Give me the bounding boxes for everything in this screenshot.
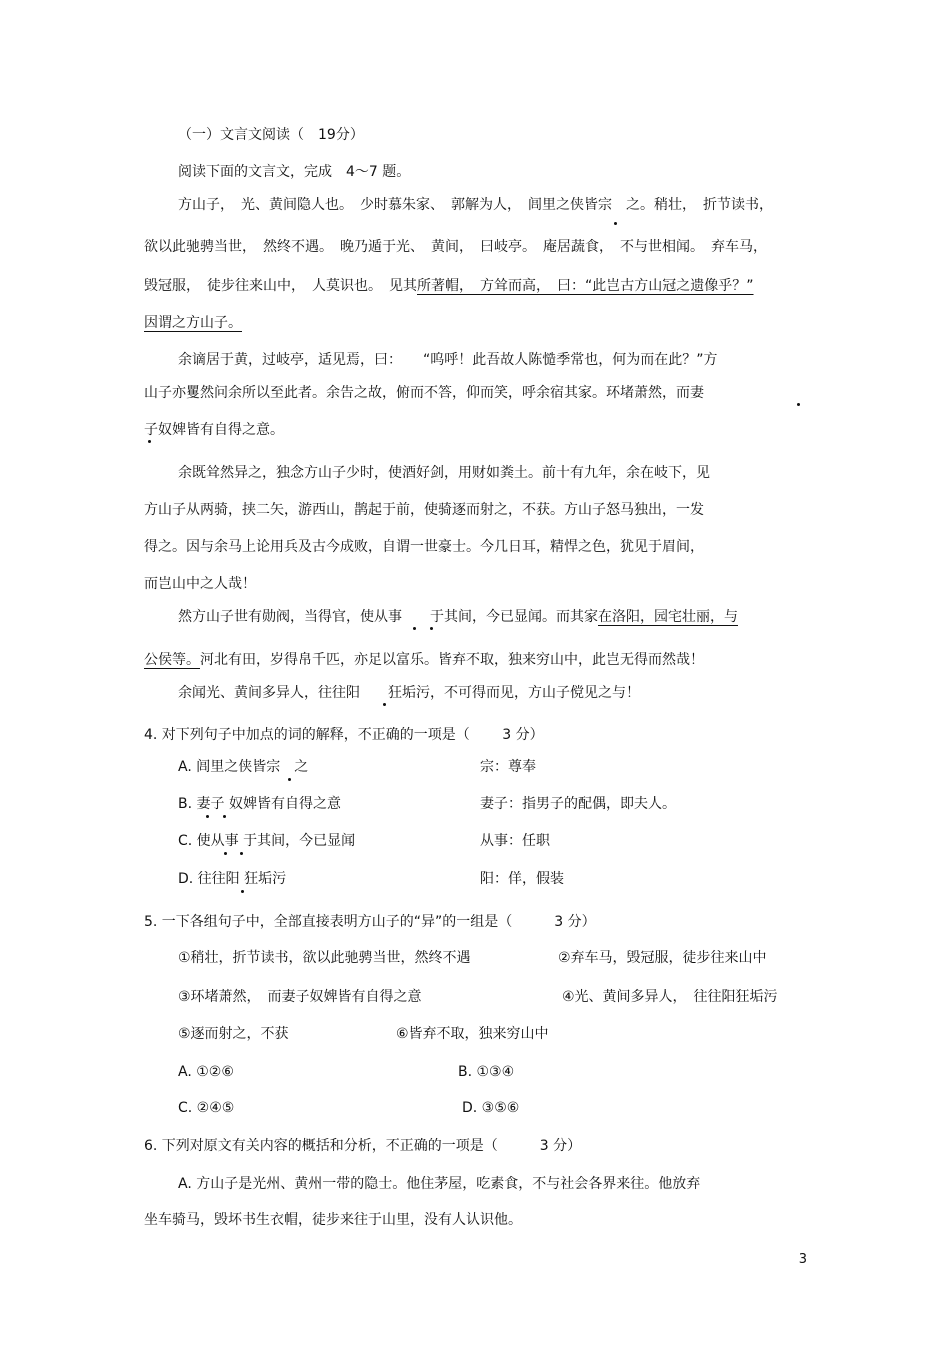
emphasis-dot [223,815,226,818]
option-text: A. 闾里之侠皆宗 之 [178,759,309,775]
option-explanation: 从事：任职 [480,833,550,849]
option-text: D. ③⑤⑥ [462,1100,520,1116]
page-number: 3 [798,1252,807,1267]
q5-option-row [178,1098,808,1118]
option-text: C. ②④⑤ [178,1100,235,1116]
q4-option-b [178,794,798,814]
passage-line: 余谪居于黄，过岐亭，适见焉，曰： “呜呼！此吾故人陈慥季常也，何为而在此？”方 [178,352,718,368]
underlined-text: 在洛阳，园宅壮丽，与 [598,609,738,625]
passage-line: 子奴婢皆有自得之意。 [144,422,284,438]
emphasis-dot [224,852,227,855]
q5-item-row [178,1024,808,1044]
emphasis-dot [148,440,151,443]
emphasis-dot [797,403,800,406]
option-explanation: 阳：佯，假装 [480,871,564,887]
item-text: ④光、黄间多异人， 往往阳狂垢污 [562,989,778,1005]
passage-line [178,607,738,627]
q4-option-a [178,757,798,777]
item-text: ①稍壮，折节读书，欲以此驰骋当世，然终不遇 [178,950,471,966]
passage-line [144,650,704,670]
option-explanation: 妻子：指男子的配偶，即夫人。 [480,796,676,812]
underlined-text: 因谓之方山子。 [144,315,242,331]
passage-text: 河北有田，岁得帛千匹，亦足以富乐。皆弃不取，独来穷山中，此岂无得而然哉！ [200,652,704,668]
underlined-text: 公侯等。 [144,652,200,668]
q4-option-d [178,869,798,889]
option-text: A. ①②⑥ [178,1064,234,1080]
question-5-stem: 5. 一下各组句子中，全部直接表明方山子的“异”的一组是（ 3 分） [144,914,596,930]
q6-option-a-line: 坐车骑马，毁坏书生衣帽，徒步来往于山里，没有人认识他。 [144,1212,522,1228]
option-text: B. 妻子 奴婢皆有自得之意 [178,796,341,812]
emphasis-dot [413,627,416,630]
option-text: D. 往往阳 狂垢污 [178,871,287,887]
emphasis-dot [288,778,291,781]
passage-line: 余既耸然异之，独念方山子少时，使酒好剑，用财如粪土。前十有九年，余在岐下，见 [178,465,710,481]
emphasis-dot [241,890,244,893]
underlined-text: 所著帽， 方耸而高， 曰：“此岂古方山冠之遗像乎？” [417,278,754,294]
emphasis-dot [430,627,433,630]
emphasis-dot [614,222,617,225]
option-explanation: 宗：尊奉 [480,759,536,775]
item-text: ⑤逐而射之，不获 [178,1026,289,1042]
option-text: B. ①③④ [458,1064,515,1080]
passage-text: 毁冠服， 徒步往来山中， 人莫识也。 见其 [144,278,417,294]
section-title: （一）文言文阅读（ 19分） [178,127,364,143]
option-text: C. 使从事 于其间，今已显闻 [178,833,356,849]
question-4-stem: 4. 对下列句子中加点的词的解释，不正确的一项是（ 3 分） [144,727,544,743]
q5-option-row [178,1062,808,1082]
passage-line: 方山子从两骑，挟二矢，游西山，鹊起于前，使骑逐而射之，不获。方山子怒马独出，一发 [144,502,704,518]
q4-option-c [178,831,798,851]
instruction: 阅读下面的文言文，完成 4～7 题。 [178,164,411,180]
passage-line: 欲以此驰骋当世， 然终不遇。 晚乃遁于光、 黄间， 曰岐亭。 庵居蔬食， 不与世相闻。 弃车马， [144,239,767,255]
passage-line [144,276,754,296]
passage-text: 然方山子世有勋阀，当得官，使从事 于其间，今已显闻。而其家 [178,609,598,625]
q5-item-row [178,948,808,968]
q6-option-a-line: A. 方山子是光州、黄州一带的隐士。他住茅屋，吃素食，不与社会各界来往。他放弃 [178,1176,701,1192]
passage-line: 余闻光、黄间多异人，往往阳 狂垢污，不可得而见，方山子傥见之与！ [178,685,640,701]
emphasis-dot [206,815,209,818]
item-text: ③环堵萧然， 而妻子奴婢皆有自得之意 [178,989,422,1005]
item-text: ⑥皆弃不取，独来穷山中 [396,1026,549,1042]
emphasis-dot [383,703,386,706]
passage-line: 山子亦矍然问余所以至此者。余告之故，俯而不答，仰而笑，呼余宿其家。环堵萧然，而妻 [144,385,704,401]
item-text: ②弃车马，毁冠服，徒步往来山中 [558,950,767,966]
q5-item-row [178,987,808,1007]
question-6-stem: 6. 下列对原文有关内容的概括和分析，不正确的一项是（ 3 分） [144,1138,582,1154]
passage-line: 方山子， 光、黄间隐人也。 少时慕朱家、 郭解为人， 闾里之侠皆宗 之。稍壮， 折节读书， [178,197,773,213]
passage-line: 得之。因与余马上论用兵及古今成败，自谓一世豪士。今几日耳，精悍之色，犹见于眉间， [144,539,704,555]
passage-line: 而岂山中之人哉！ [144,576,256,592]
emphasis-dot [240,852,243,855]
